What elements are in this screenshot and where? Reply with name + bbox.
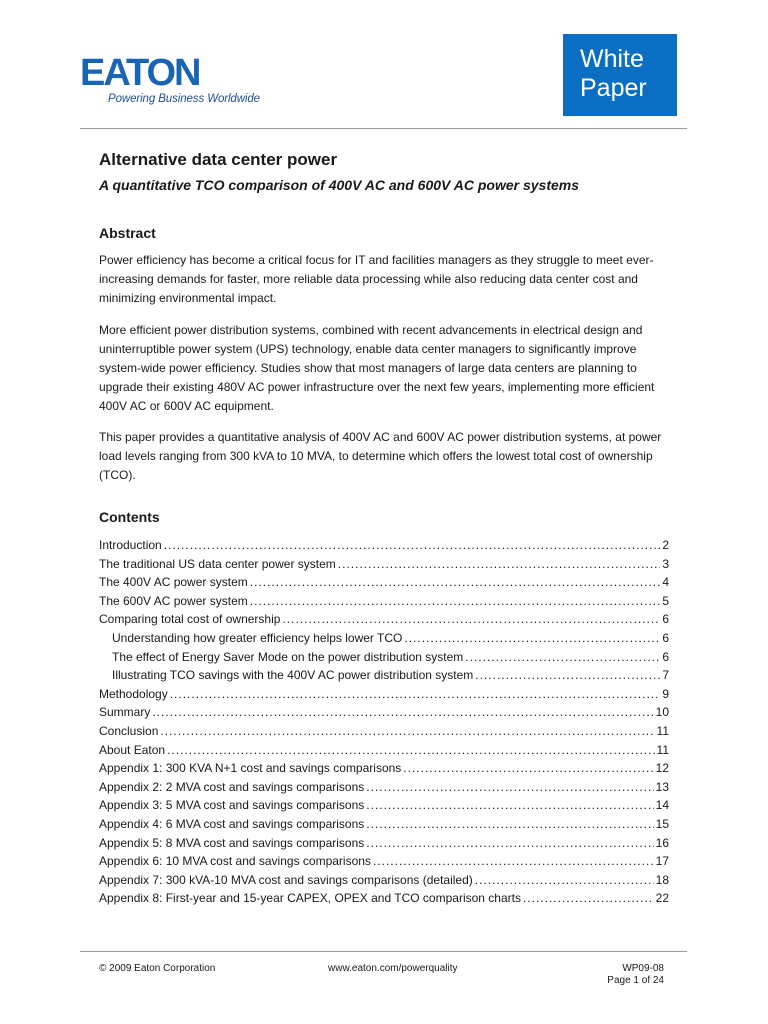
toc-item-title: Appendix 7: 300 kVA-10 MVA cost and savings comparisons (detailed) [99,872,473,887]
toc-item[interactable] [99,871,669,890]
contents-heading: Contents [99,509,160,525]
toc-item-page: 6 [662,630,669,645]
toc-item-page: 18 [655,872,669,887]
toc-leader [366,796,653,815]
toc-item[interactable] [99,759,669,778]
toc-item-page: 4 [662,575,669,590]
toc-item[interactable] [99,796,669,815]
toc-item[interactable] [99,834,669,853]
toc-leader [167,741,654,760]
toc-item-title: Introduction [99,538,162,552]
toc-item-title: Appendix 1: 300 KVA N+1 cost and savings comparisons [99,761,402,776]
toc-item-title: Appendix 6: 10 MVA cost and savings comparisons [99,854,371,869]
abstract-paragraph-3: This paper provides a quantitative analysis of 400V AC and 600V AC power distribution systems, at power load levels ranging from 300 kVA to 10 MVA, to determine which offers the lowest total cost of ownership (TCO). [99,430,662,482]
toc-item-title: The 400V AC power system [99,575,248,590]
toc-item-page: 5 [662,593,669,608]
toc-item-page: 3 [662,556,669,571]
toc-item-page: 22 [655,891,669,906]
toc-item-title: Comparing total cost of ownership [99,612,281,627]
toc-leader [373,852,654,871]
toc-item-title: Summary [99,705,151,720]
footer-page-number: Page 1 of 24 [607,975,664,986]
abstract-paragraph-2: More efficient power distribution systems, combined with recent advancements in electrical design and uninterruptible power system (UPS) technology, enable data center managers to significantly improve system-wide power efficiency. Studies show that most managers of large data centers are planning to upgrade their existing 480V AC power infrastructure over the next few years, implementing more efficient 400V AC or 600V AC equipment. [99,323,655,413]
toc-item-title: Appendix 2: 2 MVA cost and savings comparisons [99,779,365,794]
toc-item-page: 17 [655,854,669,869]
toc-item[interactable] [99,722,669,741]
document-title: Alternative data center power [99,150,338,169]
toc-item-page: 11 [656,723,669,738]
toc-leader [465,648,660,667]
toc-item[interactable] [99,685,669,704]
footer-doc-id: WP09-08 [622,963,664,974]
badge-line-2: Paper [580,74,647,102]
logo-tagline: Powering Business Worldwide [108,93,260,105]
abstract-paragraph-1: Power efficiency has become a critical focus for IT and facilities managers as they struggle to meet ever-increasing demands for faster, more reliable data processing while also reducing data center cost and minimizing environmental impact. [99,253,654,305]
toc-item[interactable] [99,852,669,871]
document-subtitle: A quantitative TCO comparison of 400V AC and 600V AC power systems [99,177,580,193]
toc-leader [366,815,653,834]
toc-leader [160,722,654,741]
toc-subitem[interactable] [99,648,669,667]
toc-leader [338,555,661,574]
toc-item-title: Appendix 4: 6 MVA cost and savings comparisons [99,816,365,831]
toc-item-title: Appendix 3: 5 MVA cost and savings comparisons [99,798,365,813]
eaton-wordmark-icon [80,52,280,92]
toc-item-title: The traditional US data center power system [99,556,336,571]
toc-item-title: Appendix 5: 8 MVA cost and savings comparisons [99,835,365,850]
toc-item-title: About Eaton [99,742,166,757]
toc-item-page: 10 [655,705,669,720]
toc-item-title: The effect of Energy Saver Mode on the power distribution system [112,649,464,664]
table-of-contents [99,536,669,908]
abstract-heading: Abstract [99,225,156,241]
toc-item[interactable] [99,815,669,834]
white-paper-badge [563,34,677,116]
toc-item-title: Understanding how greater efficiency helps lower TCO [112,630,403,645]
footer-url[interactable]: www.eaton.com/powerquality [328,963,458,974]
toc-item-page: 12 [655,761,669,776]
toc-item[interactable] [99,703,669,722]
toc-item[interactable] [99,573,669,592]
footer-doc-info [607,963,664,987]
toc-item-page: 14 [655,798,669,813]
toc-leader [250,573,661,592]
toc-item-title: Conclusion [99,723,159,738]
toc-item[interactable] [99,555,669,574]
toc-leader [250,592,661,611]
toc-item-page: 7 [662,668,669,683]
toc-leader [152,703,653,722]
toc-item-title: The 600V AC power system [99,593,248,608]
toc-leader [170,685,661,704]
toc-leader [366,834,653,853]
toc-item-page: 6 [662,612,669,627]
toc-leader [366,778,653,797]
toc-item-page: 2 [662,538,669,552]
toc-item[interactable] [99,889,669,908]
toc-item[interactable] [99,536,669,555]
toc-leader [282,610,660,629]
toc-item[interactable] [99,778,669,797]
toc-leader [164,536,661,555]
toc-item-title: Appendix 8: First-year and 15-year CAPEX, OPEX and TCO comparison charts [99,891,521,906]
toc-leader [475,871,654,890]
footer-copyright: © 2009 Eaton Corporation [99,963,216,974]
toc-item-page: 9 [662,686,669,701]
toc-item-page: 6 [662,649,669,664]
toc-leader [523,889,654,908]
toc-item[interactable] [99,610,669,629]
toc-leader [403,759,653,778]
toc-subitem[interactable] [99,629,669,648]
header-divider [80,128,687,129]
footer-divider [80,951,687,952]
toc-leader [475,666,660,685]
toc-item[interactable] [99,741,669,760]
toc-subitem[interactable] [99,666,669,685]
toc-item-title: Methodology [99,686,168,701]
toc-item-title: Illustrating TCO savings with the 400V AC power distribution system [112,668,474,683]
toc-item-page: 16 [655,835,669,850]
toc-item-page: 11 [656,742,669,757]
toc-item[interactable] [99,592,669,611]
toc-item-page: 15 [655,816,669,831]
toc-leader [404,629,660,648]
logo-text: EATON [80,52,200,92]
badge-line-1: White [580,45,644,73]
toc-item-page: 13 [655,779,669,794]
